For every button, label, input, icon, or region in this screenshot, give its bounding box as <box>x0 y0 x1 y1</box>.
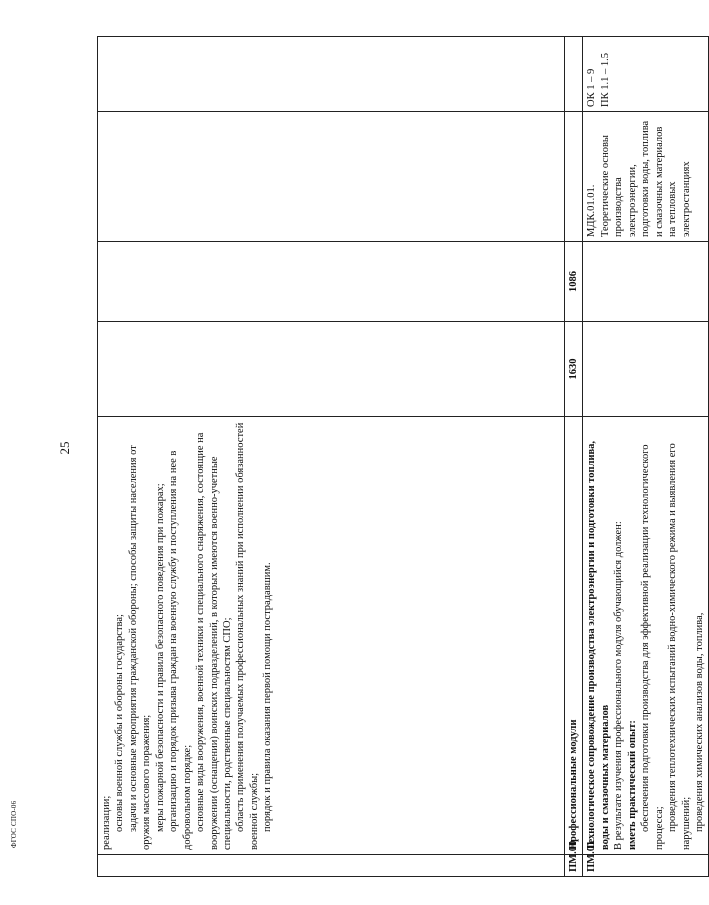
pm01-experience-label: иметь практический опыт: <box>626 720 638 850</box>
table-row-pm00 <box>565 37 583 877</box>
knowledge-line: основы военной службы и обороны государства; <box>114 614 126 832</box>
curriculum-table <box>97 36 709 877</box>
pm01-competency-pk: ПК 1.1 – 1.5 <box>599 53 611 107</box>
knowledge-line: задачи и основные мероприятия гражданской обороны; способы защиты населения от оружия массового поражения; <box>127 445 153 850</box>
table-row-knowledge <box>98 37 565 877</box>
cell-pm00-hours: 1086 <box>565 242 583 322</box>
table-row-pm01 <box>583 37 709 877</box>
pm01-intro: В результате изучения профессионального модуля обучающийся должен: <box>613 521 625 850</box>
cell-knowledge-list <box>98 417 565 855</box>
cell-pm01-max-hours <box>583 322 709 417</box>
pm01-competency-ok: ОК 1 – 9 <box>586 68 598 107</box>
cell-pm00-competencies <box>565 37 583 112</box>
pm01-experience-item: проведения химических анализов воды, топлива, <box>693 612 705 832</box>
cell-pm01-content <box>583 417 709 855</box>
knowledge-line: область применения получаемых профессиональных знаний при исполнении обязанностей военной службы; <box>235 422 260 850</box>
knowledge-line: порядок и правила оказания первой помощи пострадавшим. <box>262 562 274 832</box>
cell-code-empty <box>98 855 565 877</box>
cell-pm01-mdk: МДК.01.01. Теоретические основы производства электроэнергии, подготовки воды, топлива и смазочных материалов на тепловых электростанциях <box>583 112 709 242</box>
pm01-title: Технологическое сопровождение производства электроэнергии и подготовки топлива, воды и смазочных материалов <box>586 440 611 850</box>
footer-code: ФГОС СПО-06 <box>10 800 18 848</box>
pm01-experience-item: проведения теплотехнических испытаний водно-химического режима и выявления его нарушений; <box>667 443 692 850</box>
cell-hours-empty <box>98 242 565 322</box>
knowledge-line: меры пожарной безопасности и правила безопасного поведения при пожарах; <box>154 483 166 832</box>
cell-pm00-max-hours: 1630 <box>565 322 583 417</box>
pm01-experience-item: обеспечения подготовки производства для эффективной реализации технологического процесса; <box>640 444 665 850</box>
knowledge-line: реализации; <box>101 795 112 850</box>
cell-pm00-code: ПМ.00 <box>565 855 583 877</box>
knowledge-line: организацию и порядок призыва граждан на военную службу и поступления на нее в добровольном порядке; <box>168 450 193 850</box>
cell-competencies-empty <box>98 37 565 112</box>
cell-pm01-competencies <box>583 37 709 112</box>
cell-max-hours-empty <box>98 322 565 417</box>
cell-pm00-title: Профессиональные модули <box>565 417 583 855</box>
cell-pm01-hours <box>583 242 709 322</box>
rotated-table-container <box>97 37 705 877</box>
cell-pm00-mdk <box>565 112 583 242</box>
page-number: 25 <box>57 441 72 455</box>
cell-pm01-code: ПМ.01 <box>583 855 709 877</box>
cell-mdk-empty <box>98 112 565 242</box>
knowledge-line: основные виды вооружения, военной техники и специального снаряжения, состоящие на вооружении (оснащении) воинских подразделений, в которых имеются военно-учетные специальности, родственные специальностям СПО; <box>195 432 233 850</box>
